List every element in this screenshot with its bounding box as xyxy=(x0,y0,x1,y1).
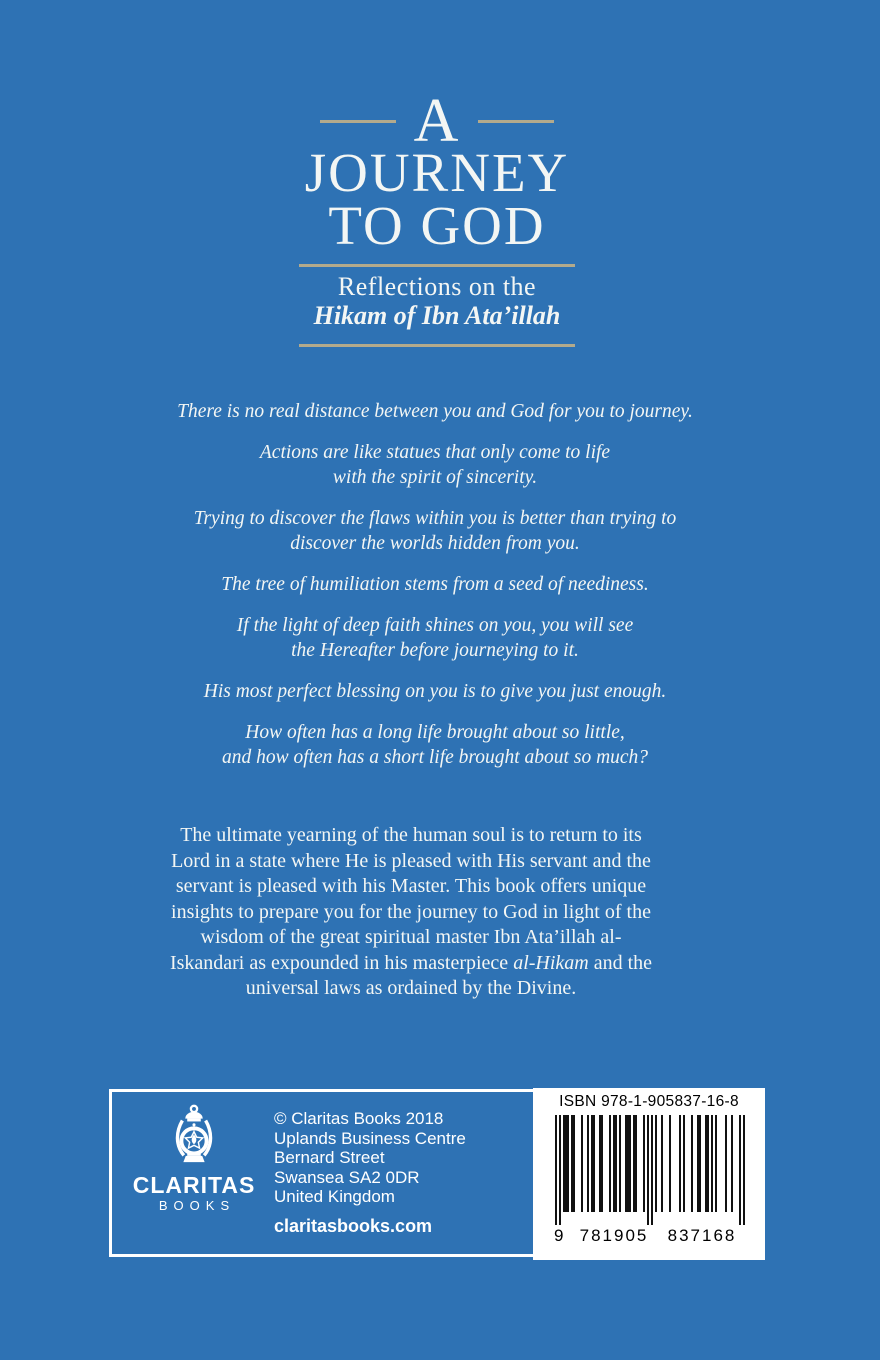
address-line: Bernard Street xyxy=(274,1148,385,1167)
description-line xyxy=(81,976,741,1002)
barcode-digits-mid: 781905 xyxy=(579,1226,649,1245)
barcode xyxy=(554,1115,746,1225)
barcode-digit-left: 9 xyxy=(554,1226,564,1245)
address-lines xyxy=(274,1109,466,1207)
quote xyxy=(0,572,870,597)
description-text: wisdom of the great spiritual master Ibn Ata’illah al- xyxy=(200,926,622,948)
subtitle-line1: Reflections on the xyxy=(337,272,537,301)
barcode-digits xyxy=(554,1227,746,1245)
publisher-website: claritasbooks.com xyxy=(274,1215,433,1236)
title-line-journey: JOURNEY xyxy=(304,142,570,203)
description-text: universal laws as ordained by the Divine. xyxy=(245,977,577,999)
description-section xyxy=(81,823,741,1002)
quote xyxy=(0,440,870,490)
quote-line: the Hereafter before journeying to it. xyxy=(291,640,579,661)
address-line: United Kingdom xyxy=(274,1187,395,1206)
quote-line: Trying to discover the flaws within you is better than trying to xyxy=(193,508,677,529)
publisher-logo xyxy=(128,1104,260,1214)
quote-line: The tree of humiliation stems from a seed of neediness. xyxy=(221,574,649,595)
description-text: insights to prepare you for the journey to God in light of the xyxy=(171,900,651,923)
quote xyxy=(0,506,870,556)
quote-line: Actions are like statues that only come to life xyxy=(259,442,611,463)
quote xyxy=(0,613,870,663)
description-line xyxy=(81,925,741,951)
quote xyxy=(0,679,870,704)
quote-line: His most perfect blessing on you is to give you just enough. xyxy=(203,681,667,702)
subtitle-line2: Hikam of Ibn Ata’illah xyxy=(313,301,561,330)
description-text: Iskandari as expounded in his masterpiece xyxy=(169,951,514,974)
description-text: Lord in a state where He is pleased with His servant and the xyxy=(171,849,651,872)
address-line: Swansea SA2 0DR xyxy=(274,1167,420,1187)
quote-line: and how often has a short life brought about so much? xyxy=(221,747,649,768)
description-text: and the xyxy=(588,951,653,974)
quotes-section xyxy=(0,399,870,786)
lantern-icon xyxy=(163,1104,225,1168)
description-line xyxy=(81,874,741,900)
description-line xyxy=(81,951,741,977)
barcode-box xyxy=(533,1088,765,1260)
quote-line: discover the worlds hidden from you. xyxy=(290,533,580,554)
publisher-logo-sub: BOOKS xyxy=(158,1198,236,1213)
description-text: al-Hikam xyxy=(513,951,589,974)
quote-line: If the light of deep faith shines on you, you will see xyxy=(236,615,634,636)
quote xyxy=(0,720,870,770)
title-prefix-row xyxy=(0,87,874,155)
title-prefix: A xyxy=(413,87,461,155)
description-text: The ultimate yearning of the human soul is to return to its xyxy=(180,824,642,846)
isbn-label: ISBN 978-1-905837-16-8 xyxy=(559,1093,739,1110)
quote xyxy=(0,399,870,424)
quote-line: How often has a long life brought about so little, xyxy=(245,722,625,743)
description-text: servant is pleased with his Master. This book offers unique xyxy=(175,875,647,897)
quote-line: There is no real distance between you and God for you to journey. xyxy=(177,401,693,422)
gold-rule-right-of-a xyxy=(478,120,554,123)
description-line xyxy=(81,900,741,926)
publisher-address xyxy=(274,1109,466,1236)
quote-line: with the spirit of sincerity. xyxy=(332,467,538,488)
barcode-digits-right: 837168 xyxy=(667,1226,737,1245)
title-rule-upper xyxy=(299,264,575,267)
description-line xyxy=(81,849,741,875)
publisher-logo-name: CLARITAS xyxy=(132,1172,256,1198)
description-line xyxy=(81,823,741,849)
title-rule-lower xyxy=(299,344,575,347)
title-line-to-god: TO GOD xyxy=(328,195,546,256)
gold-rule-left-of-a xyxy=(320,120,396,123)
address-line: Uplands Business Centre xyxy=(274,1128,466,1148)
address-line: © Claritas Books 2018 xyxy=(274,1109,444,1128)
title-block xyxy=(0,0,874,370)
